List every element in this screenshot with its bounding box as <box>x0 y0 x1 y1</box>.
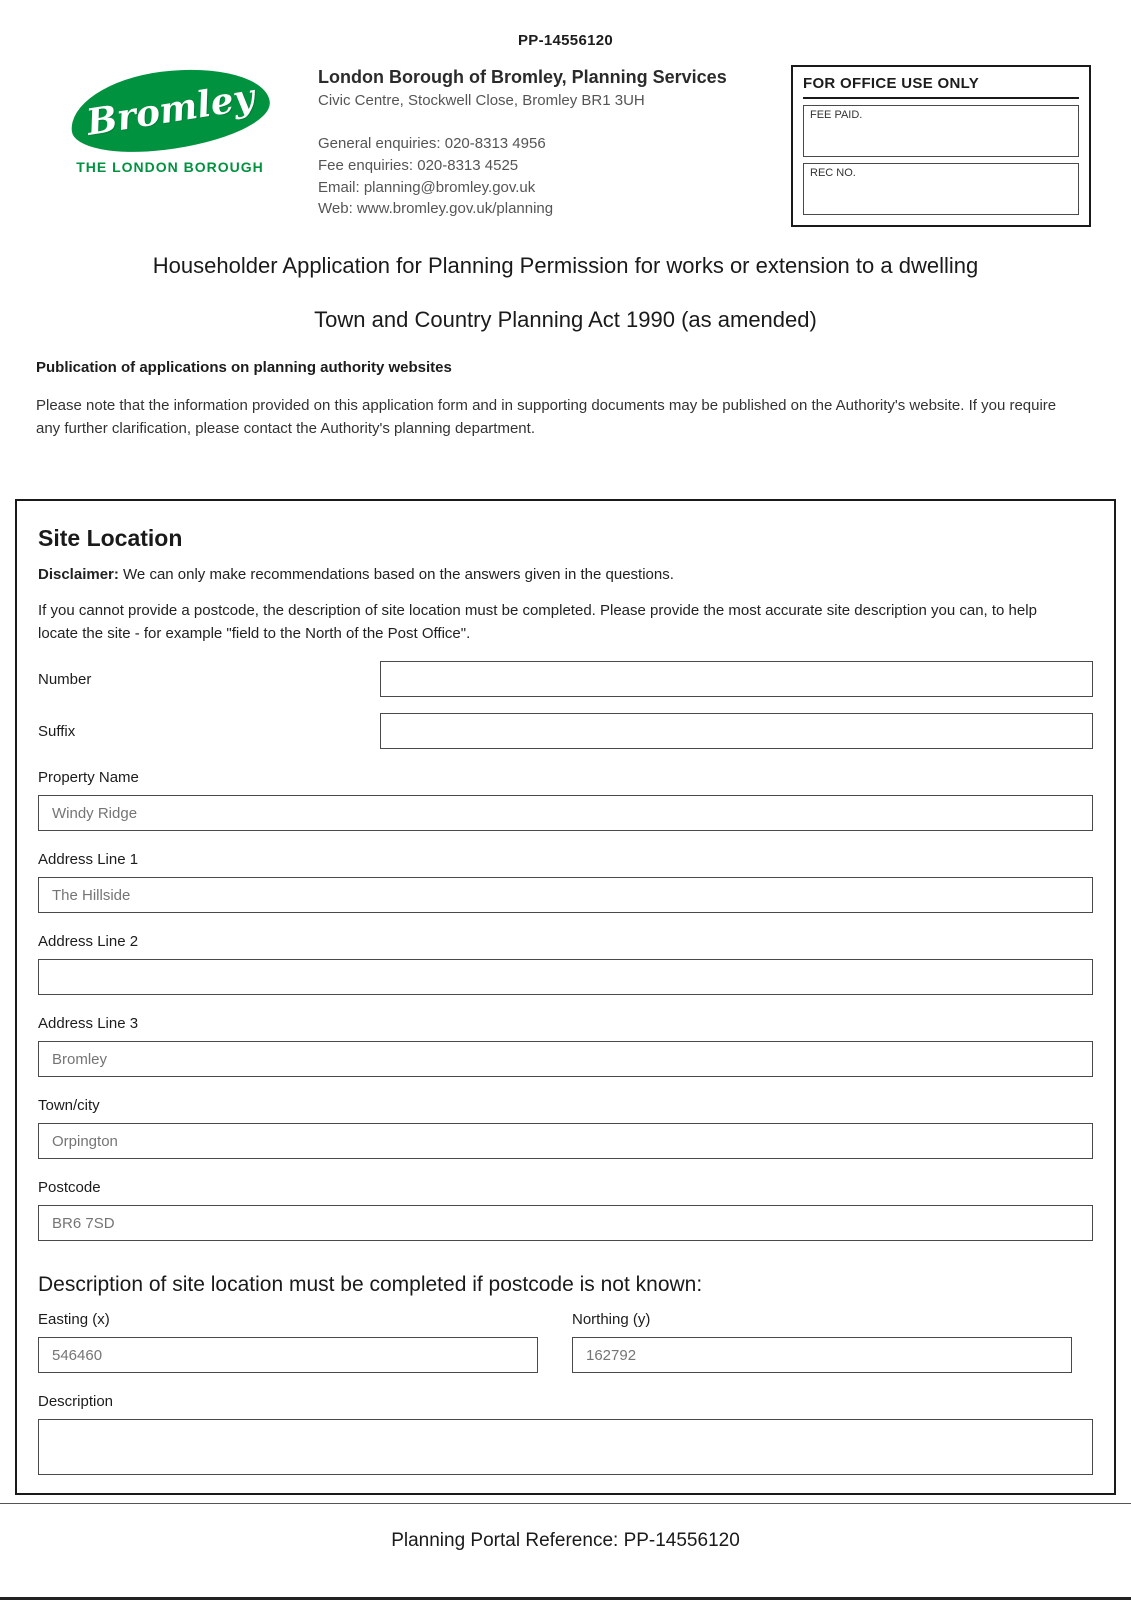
disclaimer <box>38 566 1093 583</box>
bromley-logo <box>40 63 300 175</box>
contact-fee-enquiries: Fee enquiries: 020-8313 4525 <box>318 156 519 174</box>
contact-email: Email: planning@bromley.gov.uk <box>318 178 536 196</box>
publication-heading: Publication of applications on planning authority websites <box>36 359 452 376</box>
easting-input[interactable]: 546460 <box>38 1337 538 1373</box>
address-line-1-label: Address Line 1 <box>38 851 139 868</box>
office-use-title: FOR OFFICE USE ONLY <box>803 75 1079 99</box>
planning-portal-reference: Planning Portal Reference: PP-14556120 <box>391 1530 740 1551</box>
address-line-1-input[interactable]: The Hillside <box>38 877 1093 913</box>
property-name-label: Property Name <box>38 769 139 786</box>
form-subtitle: Town and Country Planning Act 1990 (as amended) <box>314 307 817 332</box>
address-line-2-label: Address Line 2 <box>38 933 139 950</box>
application-reference: PP-14556120 <box>517 32 614 49</box>
town-city-group <box>38 1097 1093 1159</box>
address-line-3-group <box>38 1015 1093 1077</box>
address-line-2-input[interactable] <box>38 959 1093 995</box>
coordinates-row <box>38 1311 1093 1373</box>
number-label: Number <box>38 670 92 688</box>
bromley-logo-text: Bromley <box>83 76 257 144</box>
disclaimer-text: We can only make recommendations based on the answers given in the questions. <box>118 565 674 583</box>
northing-input[interactable]: 162792 <box>572 1337 1072 1373</box>
easting-label: Easting (x) <box>38 1311 110 1328</box>
address-line-3-label: Address Line 3 <box>38 1015 139 1032</box>
address-line-1-group <box>38 851 1093 913</box>
organisation-contacts <box>318 133 791 220</box>
postcode-label: Postcode <box>38 1179 101 1196</box>
town-city-label: Town/city <box>38 1097 100 1114</box>
address-line-2-group <box>38 933 1093 995</box>
town-city-input[interactable]: Orpington <box>38 1123 1093 1159</box>
form-title: Householder Application for Planning Permission for works or extension to a dwelling <box>152 253 979 278</box>
site-location-intro: If you cannot provide a postcode, the description of site location must be completed. Please provide the most accurate site description you can, to help locate the site - for example "field to the North of the Post Office". <box>38 601 1037 642</box>
property-name-group <box>38 769 1093 831</box>
site-location-title: Site Location <box>38 524 183 551</box>
suffix-label: Suffix <box>38 722 76 740</box>
rec-no-label: REC NO. <box>810 167 856 179</box>
number-row <box>38 661 1093 697</box>
contact-general-enquiries: General enquiries: 020-8313 4956 <box>318 135 546 152</box>
site-location-section <box>15 499 1116 1496</box>
publication-note: Please note that the information provided on this application form and in supporting documents may be published on the Authority's website. If you require any further clarification, please contact the Authority's planning department. <box>36 397 1057 438</box>
description-requirement-heading: Description of site location must be completed if postcode is not known: <box>38 1273 703 1296</box>
contact-web: Web: www.bromley.gov.uk/planning <box>318 200 554 218</box>
organisation-address: Civic Centre, Stockwell Close, Bromley BR1 3UH <box>318 92 645 109</box>
description-label: Description <box>38 1393 114 1410</box>
number-input[interactable] <box>380 661 1093 697</box>
fee-paid-label: FEE PAID. <box>810 109 863 121</box>
easting-group <box>38 1311 538 1373</box>
bromley-logo-tagline: THE LONDON BOROUGH <box>76 159 264 175</box>
organisation-block <box>300 63 791 220</box>
postcode-group <box>38 1179 1093 1241</box>
description-input[interactable] <box>38 1419 1093 1475</box>
bromley-logo-swoosh <box>66 59 274 161</box>
disclaimer-label: Disclaimer: <box>38 565 119 583</box>
description-group <box>38 1393 1093 1475</box>
fee-paid-box <box>803 105 1079 157</box>
northing-group <box>572 1311 1072 1373</box>
organisation-name: London Borough of Bromley, Planning Services <box>318 67 727 87</box>
suffix-row <box>38 713 1093 749</box>
suffix-input[interactable] <box>380 713 1093 749</box>
northing-label: Northing (y) <box>572 1311 651 1328</box>
address-line-3-input[interactable]: Bromley <box>38 1041 1093 1077</box>
postcode-input[interactable]: BR6 7SD <box>38 1205 1093 1241</box>
form-header <box>0 49 1131 227</box>
office-use-box <box>791 65 1091 227</box>
property-name-input[interactable]: Windy Ridge <box>38 795 1093 831</box>
rec-no-box <box>803 163 1079 215</box>
